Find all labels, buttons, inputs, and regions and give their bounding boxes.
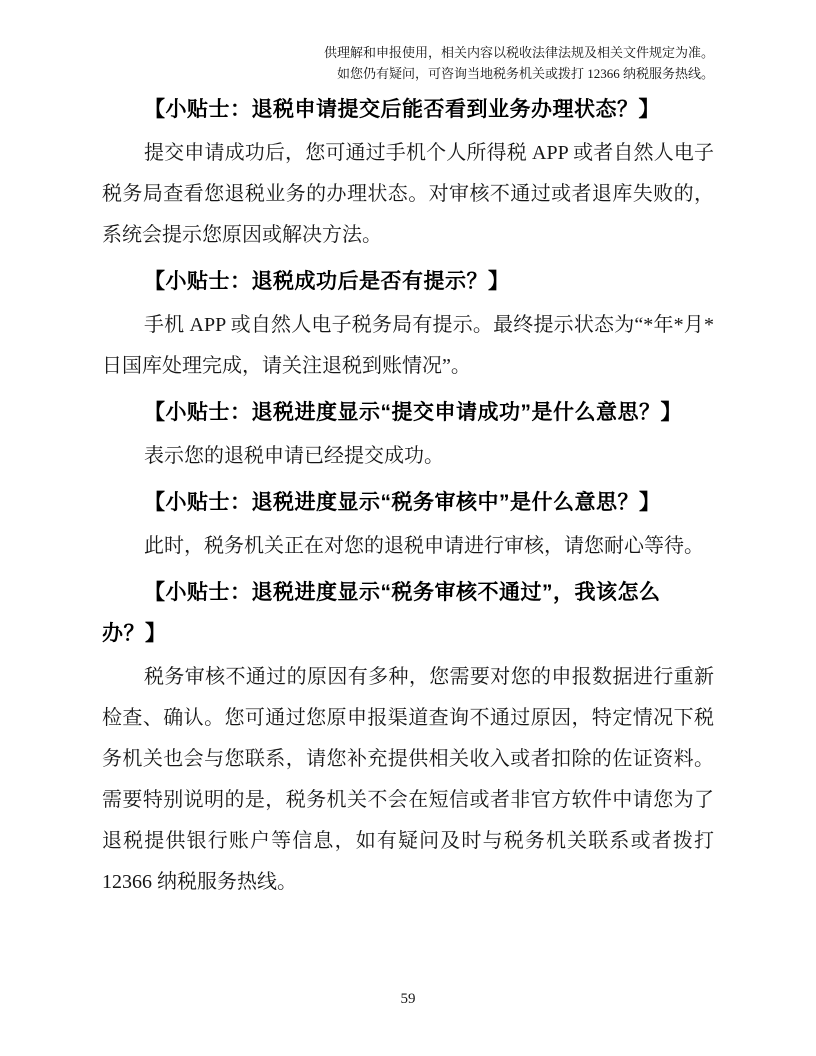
disclaimer-note — [102, 42, 714, 84]
tip-section — [102, 89, 714, 256]
tip-body: 此时，税务机关正在对您的退税申请进行审核，请您耐心等待。 — [144, 535, 704, 557]
tip-heading: 【小贴士：退税成功后是否有提示？】 — [144, 270, 510, 293]
tip-section — [102, 261, 714, 387]
disclaimer-line-1: 供理解和申报使用，相关内容以税收法律法规及相关文件规定为准。 — [323, 45, 714, 60]
tip-heading: 【小贴士：退税进度显示“税务审核不通过”，我该怎么办？】 — [102, 581, 661, 645]
tip-section — [102, 572, 714, 903]
tip-heading: 【小贴士：退税进度显示“税务审核中”是什么意思？】 — [144, 491, 661, 514]
tip-body: 提交申请成功后，您可通过手机个人所得税 APP 或者自然人电子税务局查看您退税业务的办理状态。对审核不通过或者退库失败的，系统会提示您原因或解决方法。 — [102, 142, 714, 246]
tip-body: 表示您的退税申请已经提交成功。 — [144, 445, 444, 467]
tip-body: 税务审核不通过的原因有多种，您需要对您的申报数据进行重新检查、确认。您可通过您原申报渠道查询不通过原因，特定情况下税务机关也会与您联系，请您补充提供相关收入或者扣除的佐证资料。需要特别说明的是，税务机关不会在短信或者非官方软件中请您为了退税提供银行账户等信息，如有疑问及时与税务机关联系或者拨打 12366 纳税服务热线。 — [102, 666, 714, 893]
tip-section — [102, 392, 714, 477]
page-number: 59 — [400, 991, 416, 1007]
tip-heading: 【小贴士：退税进度显示“提交申请成功”是什么意思？】 — [144, 401, 682, 424]
tip-heading: 【小贴士：退税申请提交后能否看到业务办理状态？】 — [144, 98, 660, 121]
tip-body: 手机 APP 或自然人电子税务局有提示。最终提示状态为“*年*月*日国库处理完成，请关注退税到账情况”。 — [102, 314, 714, 377]
disclaimer-line-2: 如您仍有疑问，可咨询当地税务机关或拨打 12366 纳税服务热线。 — [336, 66, 714, 81]
tip-section — [102, 482, 714, 567]
